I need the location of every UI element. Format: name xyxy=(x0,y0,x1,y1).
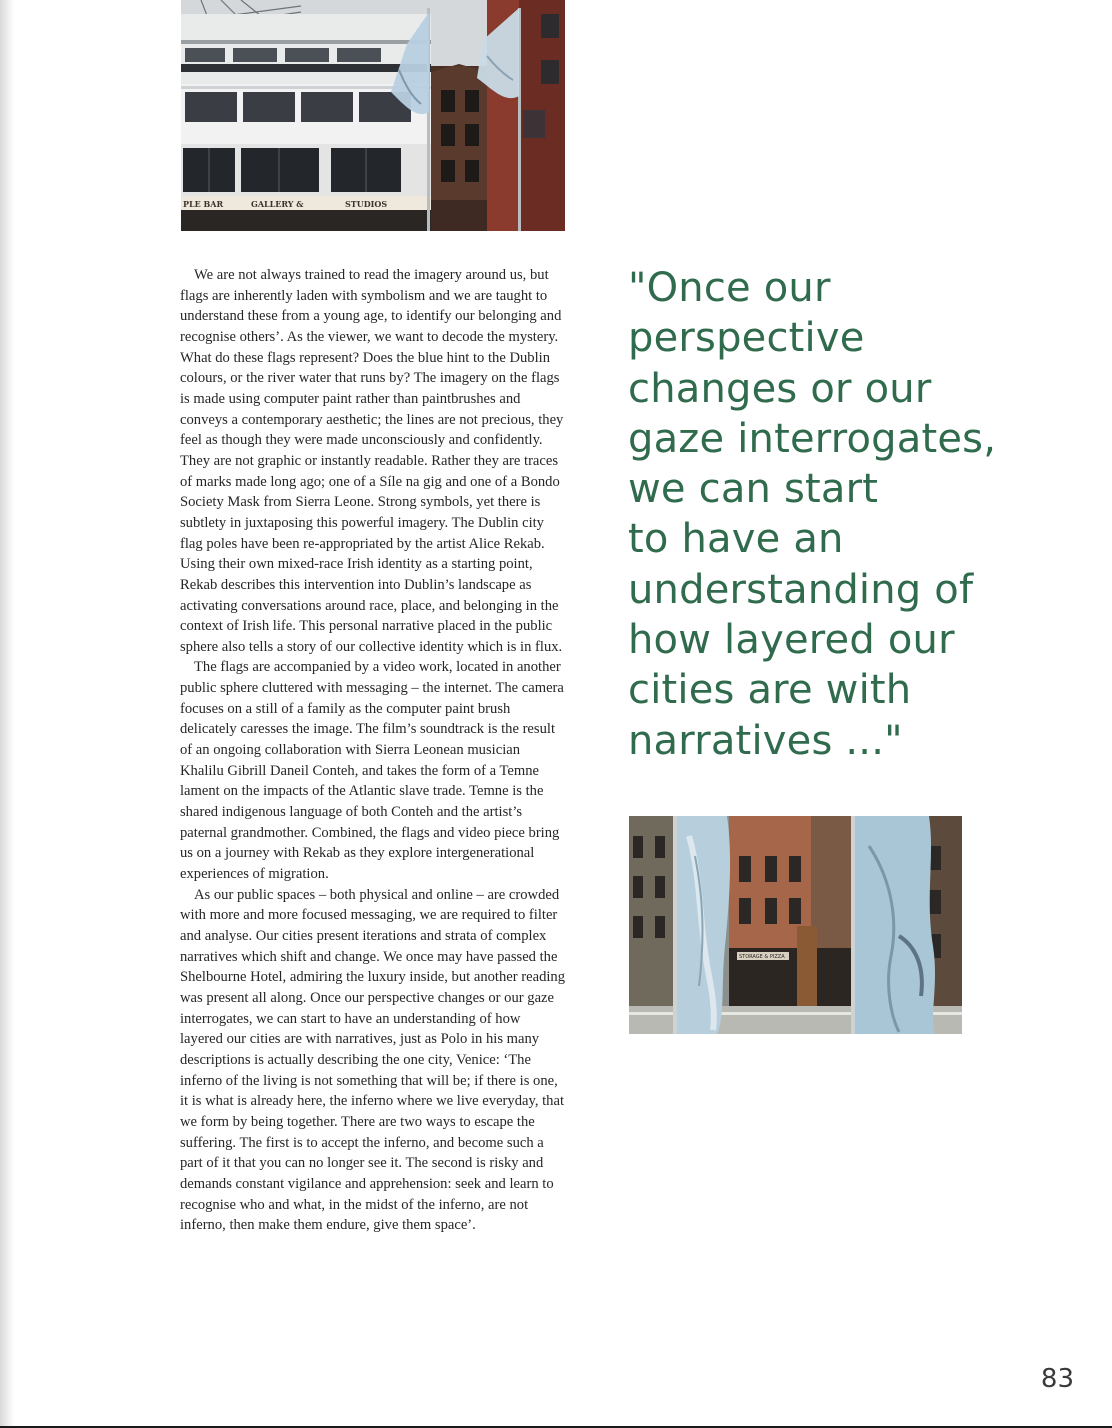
photo-temple-bar-illustration xyxy=(181,0,565,231)
pull-quote-line: we can start xyxy=(628,466,879,513)
pull-quote-line: narratives ..." xyxy=(628,717,903,764)
body-paragraph-2: The flags are accompanied by a video work, located in another public sphere cluttered with messaging – the internet. The camera focuses on a still of a family as the computer paint brush delicately caresses the image. The film’s soundtrack is the result of an ongoing collaboration with Sierra Leonean musician Khalilu Gibrill Daneil Conteh, and takes the form of a Temne lament on the impacts of the Atlantic slave trade. Temne is the shared indigenous language of both Conteh and the artist’s paternal grandmother. Combined, the flags and video piece bring us on a journey with Rekab as they explore intergenerational experiences of migration. xyxy=(180,659,564,883)
pull-quote-line: understanding of xyxy=(628,566,974,613)
pull-quote xyxy=(628,263,998,766)
body-paragraph-3: As our public spaces – both physical and online – are crowded with more and more focused messaging, we are required to filter and analyse. Our cities present iterations and strata of complex narratives which shift and change. We once may have passed the Shelbourne Hotel, admiring the luxury inside, but another reading was present all along. Once our perspective changes or our gaze interrogates, we can start to have an understanding of how layered our cities are with narratives, just as Polo in his many descriptions is actually describing the one city, Venice: ‘The inferno of the living is not something that will be; if there is one, it is what is already here, the inferno where we live everyday, that we form by being together. There are two ways to escape the suffering. The first is to accept the inferno, and become such a part of it that you can no longer see it. The second is risky and demands constant vigilance and apprehension: seek and learn to recognise who and what, in the midst of the inferno, are not inferno, then make them endure, give them space’. xyxy=(180,886,566,1234)
pull-quote-line: to have an xyxy=(628,516,844,563)
photo-dublin-flags xyxy=(629,816,962,1034)
shop-sign: STORAGE & PIZZA xyxy=(739,954,785,960)
pull-quote-line: cities are with xyxy=(628,667,912,714)
pull-quote-line: "Once our xyxy=(628,265,831,311)
sign-studios: STUDIOS xyxy=(345,199,388,209)
pull-quote-line: how layered our xyxy=(628,617,955,664)
page-number: 83 xyxy=(1040,1364,1074,1394)
pull-quote-line: changes or our xyxy=(628,365,932,412)
page-gutter-shadow xyxy=(0,0,14,1428)
article-body xyxy=(180,265,566,1236)
sign-gallery: GALLERY & xyxy=(251,199,304,209)
photo-temple-bar-gallery xyxy=(181,0,565,231)
photo-dublin-flags-illustration xyxy=(629,816,962,1034)
pull-quote-line: perspective xyxy=(628,315,865,362)
sign-ple-bar: PLE BAR xyxy=(183,199,224,209)
pull-quote-line: gaze interrogates, xyxy=(628,415,997,462)
body-paragraph-1: We are not always trained to read the imagery around us, but flags are inherently laden with symbolism and we are taught to understand these from a young age, to identify our belonging and recognise others’. As the viewer, we want to decode the mystery. What do these flags represent? Does the blue hint to the Dublin colours, or the river water that runs by? The imagery on the flags is made using computer paint rather than paintbrushes and conveys a contemporary aesthetic; the lines are not precious, they feel as though they were made unconsciously and confidently. They are not graphic or instantly readable. Rather they are traces of marks made long ago; one of a Síle na gig and one of a Bondo Society Mask from Sierra Leone. Strong symbols, yet there is subtlety in juxtaposing this powerful imagery. The Dublin city flag poles have been re-appropriated by the artist Alice Rekab. Using their own mixed-race Irish identity as a starting point, Rekab describes this intervention into Dublin’s landscape as activating conversations around race, place, and belonging in the context of Irish life. This personal narrative placed in the public sphere also tells a story of our collective identity which is in flux. xyxy=(180,267,564,655)
